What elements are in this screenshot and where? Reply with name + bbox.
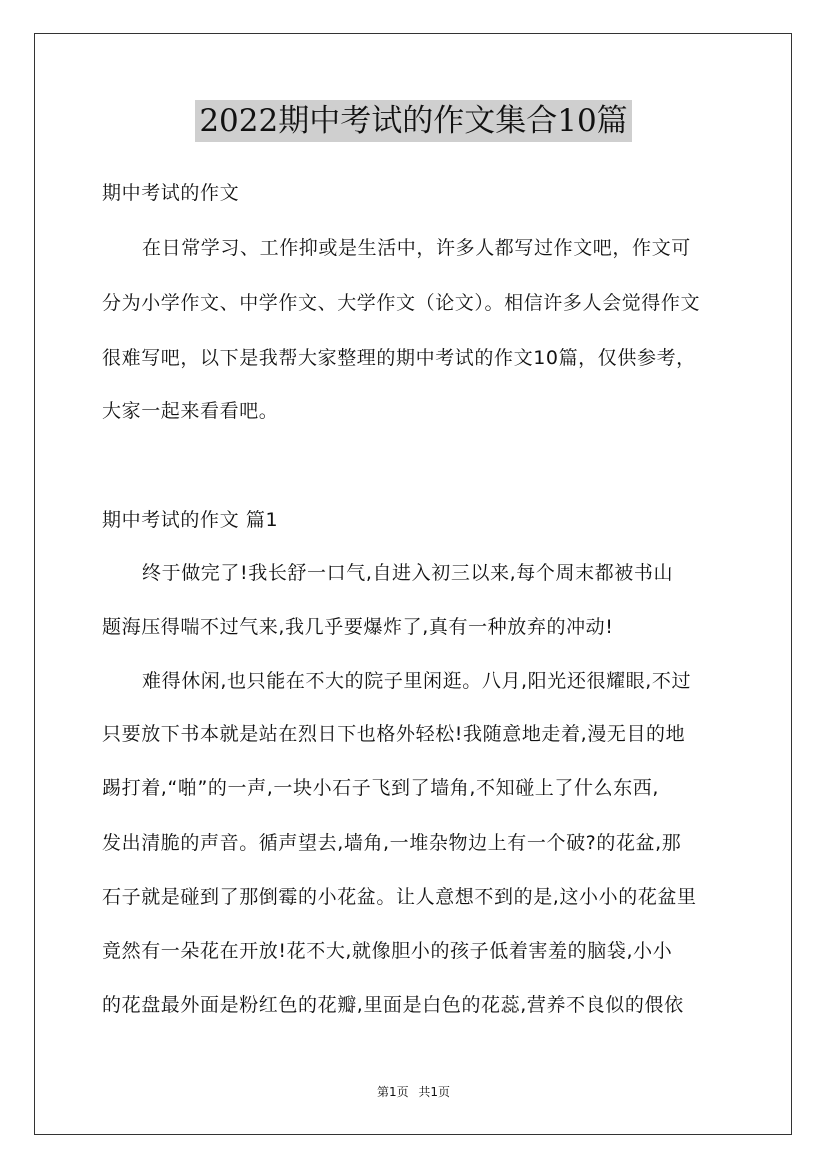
page-total: 共1页 bbox=[418, 1085, 451, 1099]
paragraph-line: 发出清脆的声音。循声望去,墙角,一堆杂物边上有一个破?的花盆,那 bbox=[102, 832, 682, 854]
section-heading: 期中考试的作文 篇1 bbox=[102, 509, 279, 531]
paragraph-line: 题海压得喘不过气来,我几乎要爆炸了,真有一种放弃的冲动! bbox=[102, 616, 614, 638]
paragraph-line: 石子就是碰到了那倒霉的小花盆。让人意想不到的是,这小小的花盆里 bbox=[102, 886, 697, 908]
title-container bbox=[0, 100, 827, 142]
paragraph-line: 的花盘最外面是粉红色的花瓣,里面是白色的花蕊,营养不良似的偎依 bbox=[102, 994, 684, 1016]
page-number: 第1页 bbox=[376, 1085, 409, 1099]
intro-heading: 期中考试的作文 bbox=[102, 182, 240, 204]
paragraph-line: 踢打着,“啪”的一声,一块小石子飞到了墙角,不知碰上了什么东西, bbox=[102, 777, 660, 799]
document-title: 2022期中考试的作文集合10篇 bbox=[195, 100, 631, 142]
paragraph-line: 竟然有一朵花在开放!花不大,就像胆小的孩子低着害羞的脑袋,小小 bbox=[102, 940, 673, 962]
paragraph-line: 只要放下书本就是站在烈日下也格外轻松!我随意地走着,漫无目的地 bbox=[102, 723, 686, 745]
paragraph-line: 分为小学作文、中学作文、大学作文（论文）。相信许多人会觉得作文 bbox=[102, 292, 701, 314]
paragraph-line: 在日常学习、工作抑或是生活中，许多人都写过作文吧，作文可 bbox=[142, 237, 691, 259]
paragraph-line: 大家一起来看看吧。 bbox=[102, 400, 279, 422]
paragraph-line: 难得休闲,也只能在不大的院子里闲逛。八月,阳光还很耀眼,不过 bbox=[142, 670, 692, 692]
paragraph-line: 终于做完了!我长舒一口气,自进入初三以来,每个周末都被书山 bbox=[142, 562, 674, 584]
page-footer bbox=[0, 1084, 827, 1100]
paragraph-line: 很难写吧，以下是我帮大家整理的期中考试的作文10篇，仅供参考， bbox=[102, 347, 696, 369]
